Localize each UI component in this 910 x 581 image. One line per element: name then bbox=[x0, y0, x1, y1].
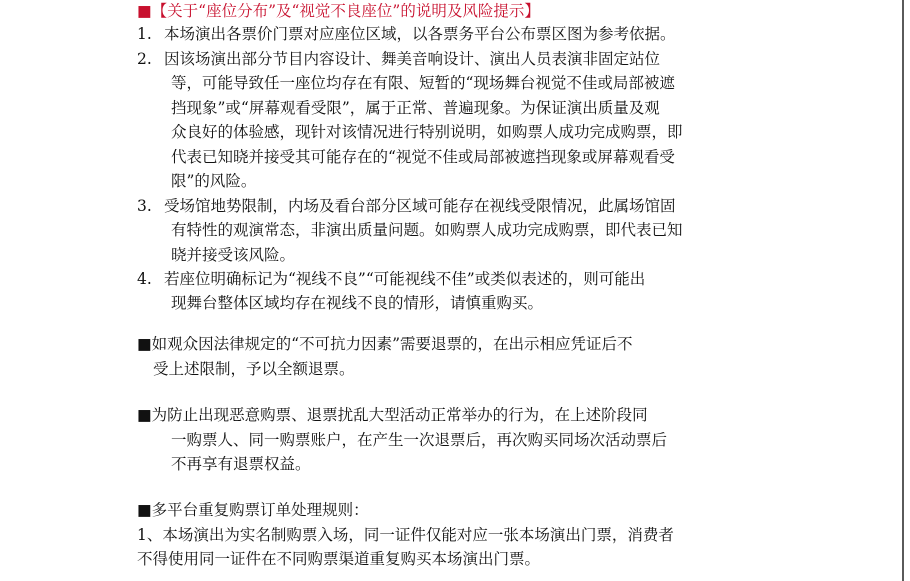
anti-malicious-line-2: 一购票人、同一购票账户，在产生一次退票后，再次购买同场次活动票后 bbox=[171, 431, 668, 449]
item-3-number: 3. bbox=[137, 197, 152, 215]
item-2-line-1: 因该场演出部分节目内容设计、舞美音响设计、演出人员表演非固定站位 bbox=[164, 50, 661, 68]
item-2-number: 2. bbox=[137, 50, 152, 68]
multi-platform-line-2: 不得使用同一证件在不同购票渠道重复购买本场演出门票。 bbox=[137, 550, 541, 568]
multi-platform-heading: ■多平台重复购票订单处理规则： bbox=[137, 501, 369, 519]
force-majeure-line-1: ■如观众因法律规定的“不可抗力因素”需要退票的，在出示相应凭证后不 bbox=[137, 335, 633, 353]
force-majeure-line-2: 受上述限制，予以全额退票。 bbox=[153, 360, 355, 378]
item-3-line-3: 晓并接受该风险。 bbox=[171, 246, 296, 264]
item-2-line-6: 限”的风险。 bbox=[171, 172, 257, 190]
item-3-line-1: 受场馆地势限制，内场及看台部分区域可能存在视线受限情况，此属场馆固 bbox=[164, 197, 676, 215]
item-2-line-2: 等，可能导致任一座位均存在有限、短暂的“现场舞台视觉不佳或局部被遮 bbox=[171, 74, 675, 92]
item-2-line-5: 代表已知晓并接受其可能存在的“视觉不佳或局部被遮挡现象或屏幕观看受 bbox=[171, 148, 675, 166]
item-2-line-3: 挡现象”或“屏幕观看受限”，属于正常、普遍现象。为保证演出质量及观 bbox=[171, 99, 660, 117]
item-2-line-4: 众良好的体验感，现针对该情况进行特别说明，如购票人成功完成购票，即 bbox=[171, 123, 683, 141]
item-4-number: 4. bbox=[137, 270, 152, 288]
anti-malicious-line-3: 不再享有退票权益。 bbox=[171, 455, 311, 473]
notice-title: ■【关于“座位分布”及“视觉不良座位”的说明及风险提示】 bbox=[137, 2, 540, 20]
page-right-border bbox=[902, 0, 904, 581]
item-4-line-1: 若座位明确标记为“视线不良”“可能视线不佳”或类似表述的，则可能出 bbox=[164, 270, 646, 288]
item-4-line-2: 现舞台整体区域均存在视线不良的情形，请慎重购买。 bbox=[171, 294, 544, 312]
item-3-line-2: 有特性的观演常态，非演出质量问题。如购票人成功完成购票，即代表已知 bbox=[171, 221, 683, 239]
anti-malicious-line-1: ■为防止出现恶意购票、退票扰乱大型活动正常举办的行为，在上述阶段同 bbox=[137, 406, 648, 424]
item-1-number: 1. bbox=[137, 25, 152, 43]
item-1-line-1: 本场演出各票价门票对应座位区域，以各票务平台公布票区图为参考依据。 bbox=[164, 25, 676, 43]
multi-platform-line-1: 1、本场演出为实名制购票入场，同一证件仅能对应一张本场演出门票，消费者 bbox=[137, 526, 674, 544]
